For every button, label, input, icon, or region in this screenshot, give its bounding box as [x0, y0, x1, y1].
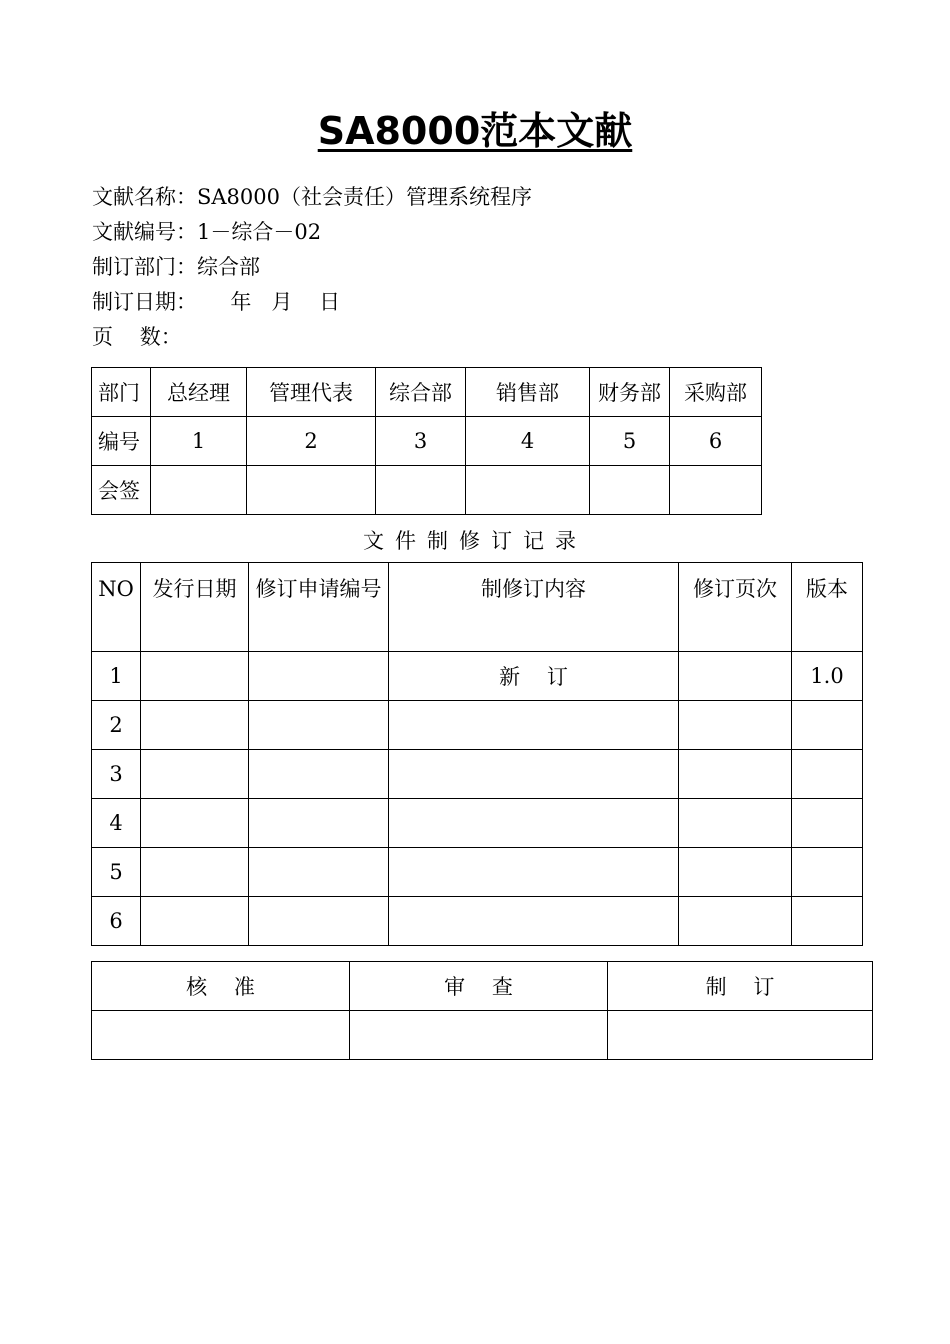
number-cell: 3	[376, 417, 466, 466]
cell-version[interactable]	[792, 750, 863, 799]
table-row	[92, 897, 863, 946]
cell-date[interactable]	[141, 652, 249, 701]
review-signature-cell[interactable]	[350, 1011, 608, 1060]
cell-pages[interactable]	[679, 652, 792, 701]
table-row	[92, 848, 863, 897]
cell-version[interactable]	[792, 799, 863, 848]
header-pages: 修订页次	[679, 563, 792, 652]
row-label-countersign: 会签	[92, 466, 151, 515]
cell-request[interactable]	[249, 897, 389, 946]
table-header-row	[92, 962, 873, 1011]
cell-pages[interactable]	[679, 750, 792, 799]
number-cell: 1	[151, 417, 247, 466]
signature-cell[interactable]	[151, 466, 247, 515]
meta-date: 制订日期： 年 月 日	[92, 290, 341, 314]
header-request-number: 修订申请编号	[249, 563, 389, 652]
cell-date[interactable]	[141, 750, 249, 799]
header-no: NO	[92, 563, 141, 652]
table-header-row	[92, 563, 863, 652]
dept-cell: 销售部	[466, 368, 590, 417]
cell-pages[interactable]	[679, 799, 792, 848]
number-cell: 6	[670, 417, 762, 466]
prepare-signature-cell[interactable]	[608, 1011, 873, 1060]
cell-request[interactable]	[249, 750, 389, 799]
cell-request[interactable]	[249, 799, 389, 848]
cell-no: 3	[92, 750, 141, 799]
cell-date[interactable]	[141, 897, 249, 946]
cell-version[interactable]	[792, 701, 863, 750]
meta-document-number: 文献编号：1－综合－02	[92, 220, 322, 244]
cell-content[interactable]	[389, 897, 679, 946]
cell-version[interactable]	[792, 848, 863, 897]
table-row	[92, 466, 762, 515]
cell-content[interactable]	[389, 701, 679, 750]
revision-record-table	[91, 562, 863, 946]
meta-department: 制订部门：综合部	[92, 255, 260, 279]
dept-cell: 财务部	[590, 368, 670, 417]
meta-pages: 页 数：	[92, 325, 182, 349]
table-row	[92, 368, 762, 417]
meta-document-name: 文献名称：SA8000（社会责任）管理系统程序	[92, 185, 532, 209]
row-label-department: 部门	[92, 368, 151, 417]
revision-record-caption: 文件制修订记录	[363, 529, 587, 553]
signature-cell[interactable]	[247, 466, 376, 515]
cell-no: 6	[92, 897, 141, 946]
approve-signature-cell[interactable]	[92, 1011, 350, 1060]
dept-cell: 总经理	[151, 368, 247, 417]
cell-request[interactable]	[249, 701, 389, 750]
table-row	[92, 417, 762, 466]
cell-pages[interactable]	[679, 701, 792, 750]
cell-no: 1	[92, 652, 141, 701]
signature-cell[interactable]	[466, 466, 590, 515]
table-row	[92, 750, 863, 799]
countersign-table	[91, 367, 762, 515]
dept-cell: 管理代表	[247, 368, 376, 417]
approval-table	[91, 961, 873, 1060]
number-cell: 2	[247, 417, 376, 466]
cell-date[interactable]	[141, 701, 249, 750]
cell-no: 4	[92, 799, 141, 848]
table-row	[92, 799, 863, 848]
cell-no: 5	[92, 848, 141, 897]
cell-no: 2	[92, 701, 141, 750]
dept-cell: 综合部	[376, 368, 466, 417]
cell-version[interactable]	[792, 897, 863, 946]
table-row	[92, 701, 863, 750]
cell-version[interactable]: 1.0	[792, 652, 863, 701]
header-approve: 核 准	[92, 962, 350, 1011]
cell-request[interactable]	[249, 848, 389, 897]
table-row	[92, 652, 863, 701]
cell-content[interactable]	[389, 750, 679, 799]
header-prepare: 制 订	[608, 962, 873, 1011]
document-meta	[92, 180, 532, 355]
row-label-number: 编号	[92, 417, 151, 466]
cell-pages[interactable]	[679, 848, 792, 897]
cell-request[interactable]	[249, 652, 389, 701]
cell-date[interactable]	[141, 799, 249, 848]
header-issue-date: 发行日期	[141, 563, 249, 652]
cell-content[interactable]	[389, 799, 679, 848]
cell-content[interactable]	[389, 848, 679, 897]
table-row	[92, 1011, 873, 1060]
cell-pages[interactable]	[679, 897, 792, 946]
signature-cell[interactable]	[376, 466, 466, 515]
cell-date[interactable]	[141, 848, 249, 897]
signature-cell[interactable]	[670, 466, 762, 515]
number-cell: 4	[466, 417, 590, 466]
header-review: 审 查	[350, 962, 608, 1011]
header-version: 版本	[792, 563, 863, 652]
signature-cell[interactable]	[590, 466, 670, 515]
document-title: SA8000范本文献	[317, 109, 633, 153]
header-content: 制修订内容	[389, 563, 679, 652]
dept-cell: 采购部	[670, 368, 762, 417]
cell-content[interactable]: 新 订	[389, 652, 679, 701]
number-cell: 5	[590, 417, 670, 466]
